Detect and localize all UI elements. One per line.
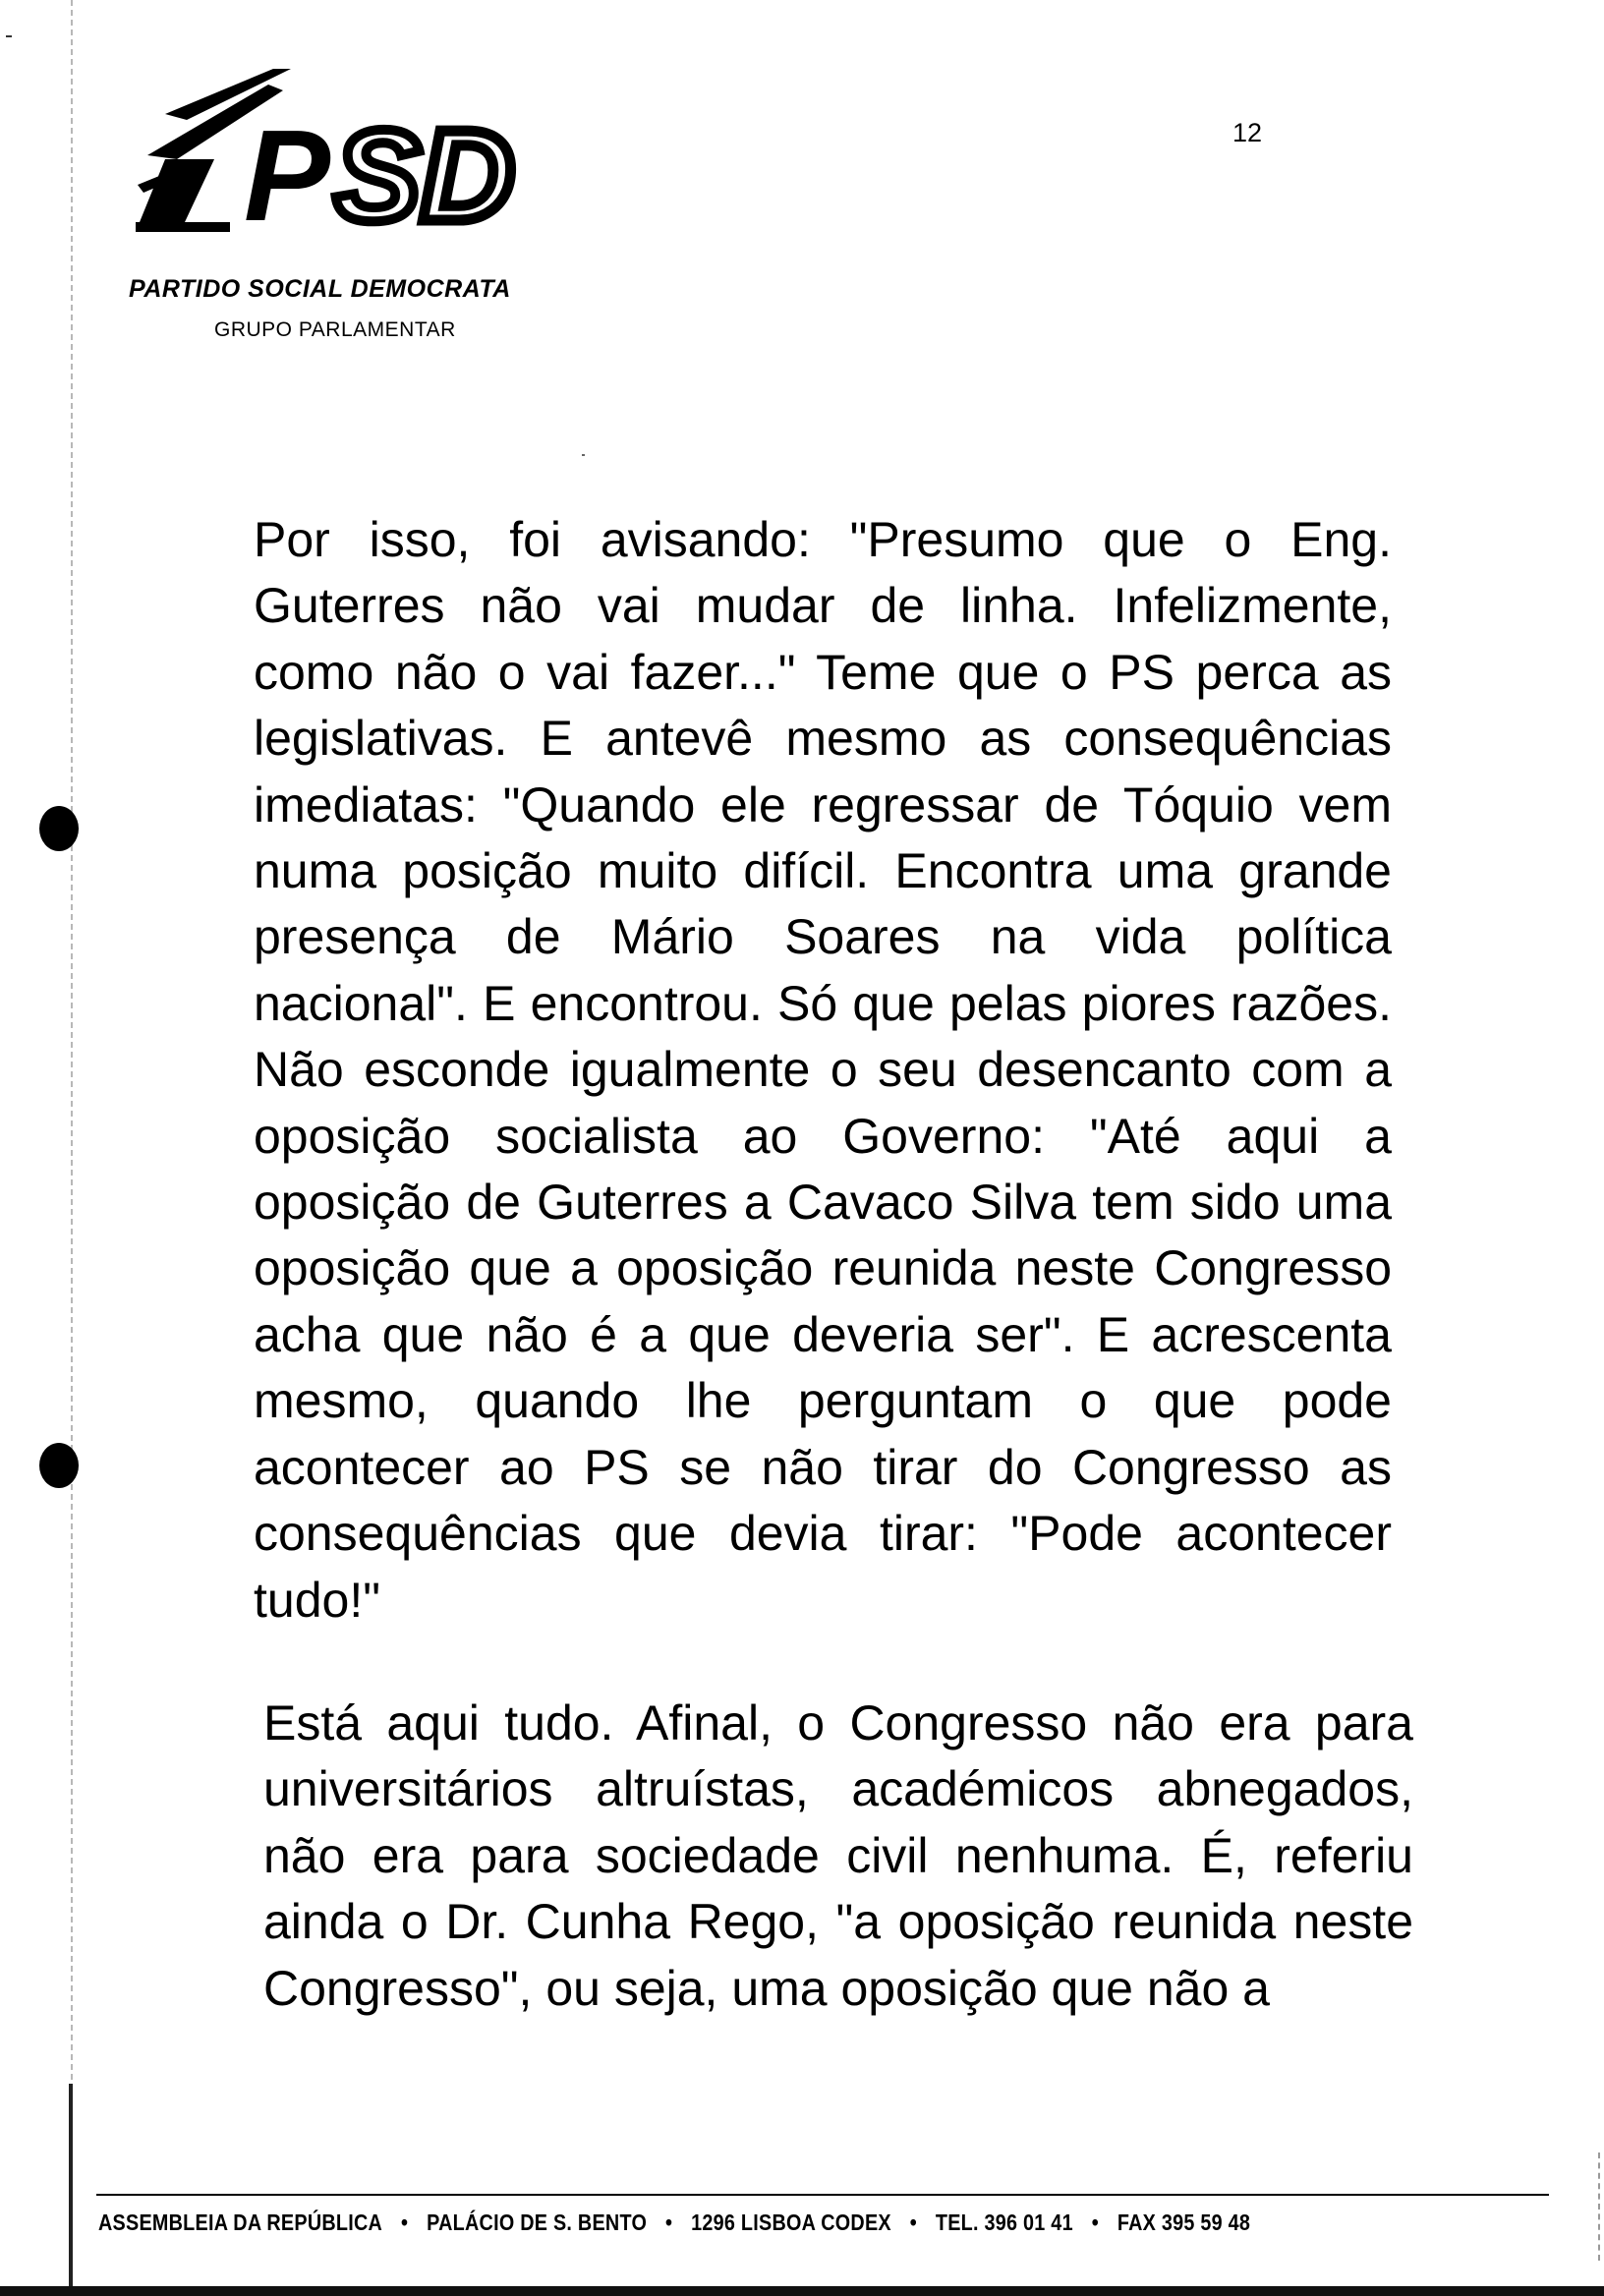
- footer-rule: [96, 2194, 1549, 2196]
- body-paragraph: Está aqui tudo. Afinal, o Congresso não era para universitários altruístas, académicos abnegados, não era para sociedade civil nenhuma. É, referiu ainda o Dr. Cunha Rego, "a oposição reunida neste Congresso", ou seja, uma oposição que não a: [263, 1695, 1413, 2016]
- punch-hole-bottom: [39, 1443, 79, 1488]
- group-name: GRUPO PARLAMENTAR: [214, 318, 456, 341]
- body-paragraph: Por isso, foi avisando: "Presumo que o Eng. Guterres não vai mudar de linha. Infelizmente, como não o vai fazer..." Teme que o PS perca as legislativas. E antevê mesmo as consequências imediatas: "Quando ele regressar de Tóquio vem numa posição muito difícil. Encontra uma grande presença de Mário Soares na vida política nacional". E encontrou. Só que pelas piores razões. Não esconde igualmente o seu desencanto com a oposição socialista ao Governo: "Até aqui a oposição de Guterres a Cavaco Silva tem sido uma oposição que a oposição reunida neste Congresso acha que não é a que deveria ser". E acrescenta mesmo, quando lhe perguntam o que pode acontecer ao PS se não tirar do Congresso as consequências que devia tirar: "Pode acontecer tudo!": [254, 512, 1392, 1628]
- svg-text:S: S: [334, 103, 418, 248]
- footer-item-postcode: 1296 LISBOA CODEX: [691, 2210, 891, 2235]
- psd-logotype: [244, 103, 511, 248]
- footer-separator: •: [1091, 2210, 1099, 2235]
- page-number: 12: [1232, 118, 1263, 147]
- footer-separator: •: [665, 2210, 673, 2235]
- footer-address: [98, 2210, 1349, 2236]
- page-bottom-edge: [0, 2286, 1604, 2296]
- svg-text:D: D: [421, 103, 511, 248]
- footer-separator: •: [909, 2210, 917, 2235]
- footer-item-palace: PALÁCIO DE S. BENTO: [427, 2210, 648, 2235]
- right-edge-mark: [1598, 2152, 1600, 2261]
- psd-logo: [126, 65, 607, 258]
- party-name: PARTIDO SOCIAL DEMOCRATA: [129, 275, 511, 303]
- footer-item-fax: FAX 395 59 48: [1117, 2210, 1251, 2235]
- scan-mark: [6, 35, 12, 37]
- svg-text:P: P: [244, 103, 327, 248]
- footer-item-assembly: ASSEMBLEIA DA REPÚBLICA: [98, 2210, 383, 2235]
- footer-item-phone: TEL. 396 01 41: [935, 2210, 1073, 2235]
- left-margin-rule: [71, 0, 73, 2296]
- punch-hole-top: [39, 806, 79, 851]
- left-margin-rule-solid: [69, 2084, 73, 2296]
- scan-speck: [582, 454, 585, 456]
- footer-separator: •: [401, 2210, 409, 2235]
